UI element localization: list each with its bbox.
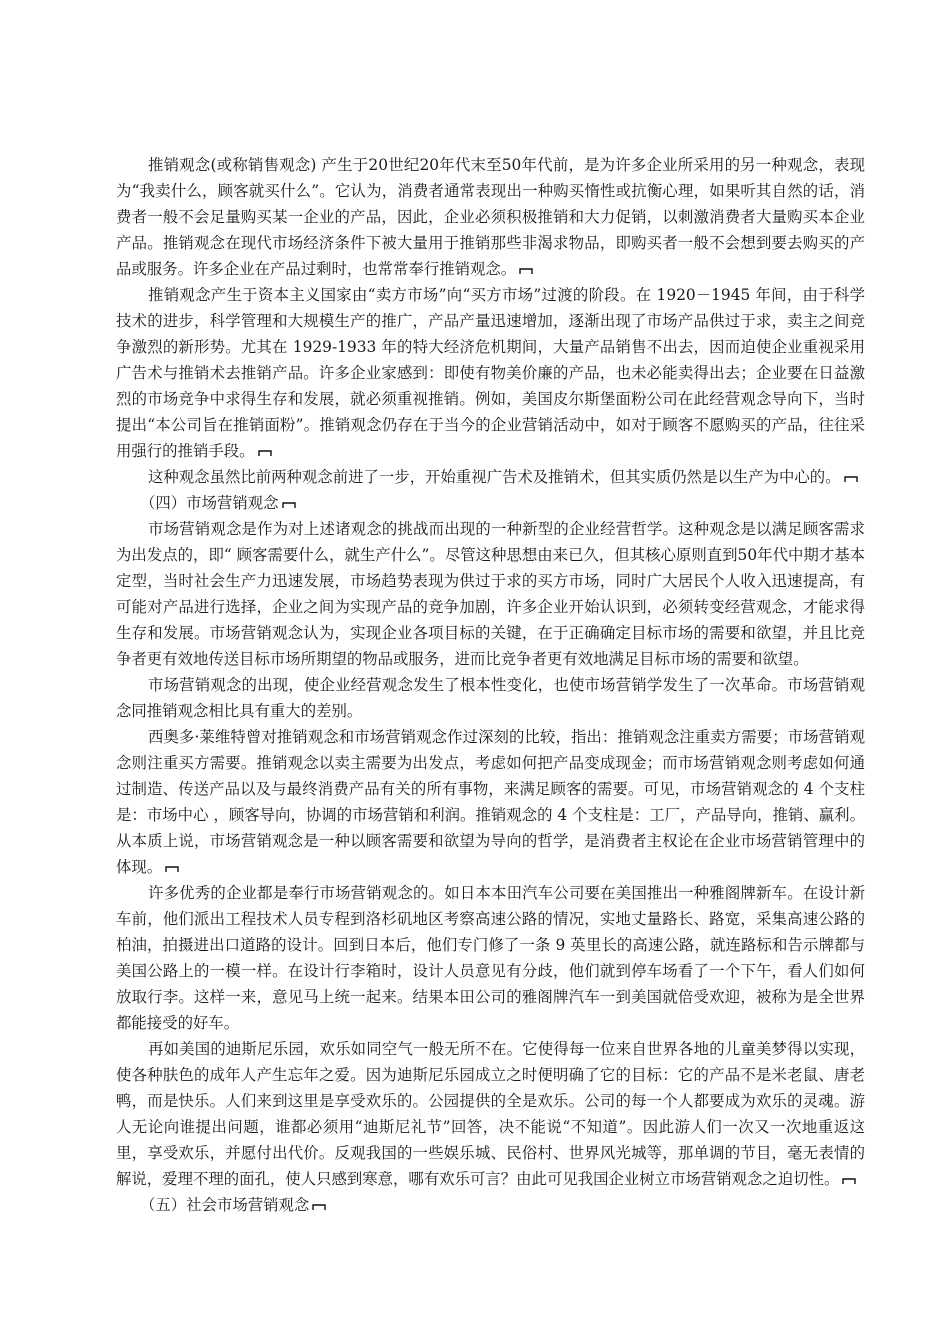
section-heading (116, 490, 865, 516)
paragraph-text: 这种观念虽然比前两种观念前进了一步，开始重视广告术及推销术，但其实质仍然是以生产为中心的。 (148, 468, 841, 486)
paragraph (116, 672, 865, 724)
paragraph (116, 152, 865, 282)
paragraph-mark-icon (844, 475, 858, 483)
paragraph-mark-icon (282, 501, 296, 509)
paragraph-text: 市场营销观念是作为对上述诸观念的挑战而出现的一种新型的企业经营哲学。这种观念是以满足顾客需求为出发点的，即“ 顾客需要什么，就生产什么”。尽管这种思想由来已久，但其核心原则直到50年代中期才基本定型，当时社会生产力迅速发展，市场趋势表现为供过于求的买方市场，同时广大居民个人收入迅速提高，有可能对产品进行选择，企业之间为实现产品的竞争加剧，许多企业开始认识到，必须转变经营观念，才能求得生存和发展。市场营销观念认为，实现企业各项目标的关键，在于正确确定目标市场的需要和欲望，并且比竞争者更有效地传送目标市场所期望的物品或服务，进而比竞争者更有效地满足目标市场的需要和欲望。 (116, 520, 865, 668)
document-page (116, 152, 865, 1218)
paragraph (116, 880, 865, 1036)
section-heading (116, 1192, 865, 1218)
paragraph-text: 西奥多·莱维特曾对推销观念和市场营销观念作过深刻的比较，指出：推销观念注重卖方需要；市场营销观念则注重买方需要。推销观念以卖主需要为出发点，考虑如何把产品变成现金；而市场营销观念则考虑如何通过制造、传送产品以及与最终消费产品有关的所有事物，来满足顾客的需要。可见，市场营销观念的 4 个支柱是：市场中心 ，顾客导向，协调的市场营销和利润。推销观念的 4 个支柱是：工厂，产品导向，推销、赢利。从本质上说，市场营销观念是一种以顾客需要和欲望为导向的哲学，是消费者主权论在企业市场营销管理中的体现。 (116, 728, 865, 876)
paragraph-text: 再如美国的迪斯尼乐园，欢乐如同空气一般无所不在。它使得每一位来自世界各地的儿童美梦得以实现，使各种肤色的成年人产生忘年之爱。因为迪斯尼乐园成立之时便明确了它的目标：它的产品不是米老鼠、唐老鸭，而是快乐。人们来到这里是享受欢乐的。公园提供的全是欢乐。公司的每一个人都要成为欢乐的灵魂。游人无论向谁提出问题，谁都必须用“迪斯尼礼节”回答，决不能说“不知道”。因此游人们一次又一次地重返这里，享受欢乐，并愿付出代价。反观我国的一些娱乐城、民俗村、世界风光城等，那单调的节目，毫无表情的解说，爱理不理的面孔，使人只感到寒意，哪有欢乐可言？由此可见我国企业树立市场营销观念之迫切性。 (116, 1040, 865, 1188)
paragraph (116, 282, 865, 464)
paragraph-text: 许多优秀的企业都是奉行市场营销观念的。如日本本田汽车公司要在美国推出一种雅阁牌新车。在设计新车前，他们派出工程技术人员专程到洛杉矶地区考察高速公路的情况，实地丈量路长、路宽，采集高速公路的柏油，拍摄进出口道路的设计。回到日本后，他们专门修了一条 9 英里长的高速公路，就连路标和告示牌都与美国公路上的一模一样。在设计行李箱时，设计人员意见有分歧，他们就到停车场看了一个下午，看人们如何放取行李。这样一来，意见马上统一起来。结果本田公司的雅阁牌汽车一到美国就倍受欢迎，被称为是全世界都能接受的好车。 (116, 884, 865, 1032)
section-heading-text: （五）社会市场营销观念 (140, 1196, 310, 1214)
paragraph-text: 推销观念(或称销售观念) 产生于20世纪20年代末至50年代前，是为许多企业所采用的另一种观念，表现为“我卖什么，顾客就买什么”。它认为，消费者通常表现出一种购买惰性或抗衡心理，如果听其自然的话，消费者一般不会足量购买某一企业的产品，因此，企业必须积极推销和大力促销，以刺激消费者大量购买本企业产品。推销观念在现代市场经济条件下被大量用于推销那些非渴求物品，即购买者一般不会想到要去购买的产品或服务。许多企业在产品过剩时，也常常奉行推销观念。 (116, 156, 865, 278)
paragraph-text: 推销观念产生于资本主义国家由“卖方市场”向“买方市场”过渡的阶段。在 1920－1945 年间，由于科学技术的进步，科学管理和大规模生产的推广，产品产量迅速增加，逐渐出现了市场产品供过于求，卖主之间竞争激烈的新形势。尤其在 1929-1933 年的特大经济危机期间，大量产品销售不出去，因而迫使企业重视采用广告术与推销术去推销产品。许多企业家感到：即使有物美价廉的产品，也未必能卖得出去；企业要在日益激烈的市场竞争中求得生存和发展，就必须重视推销。例如，美国皮尔斯堡面粉公司在此经营观念导向下，当时提出“本公司旨在推销面粉”。推销观念仍存在于当今的企业营销活动中，如对于顾客不愿购买的产品，往往采用强行的推销手段。 (116, 286, 865, 460)
paragraph (116, 1036, 865, 1192)
paragraph-mark-icon (165, 865, 179, 873)
paragraph-mark-icon (842, 1177, 856, 1185)
paragraph-mark-icon (312, 1203, 326, 1211)
paragraph-text: 市场营销观念的出现，使企业经营观念发生了根本性变化，也使市场营销学发生了一次革命。市场营销观念同推销观念相比具有重大的差别。 (116, 676, 865, 720)
paragraph (116, 516, 865, 672)
section-heading-text: （四）市场营销观念 (140, 494, 279, 512)
paragraph-mark-icon (519, 267, 533, 275)
paragraph (116, 464, 865, 490)
paragraph (116, 724, 865, 880)
paragraph-mark-icon (258, 449, 272, 457)
